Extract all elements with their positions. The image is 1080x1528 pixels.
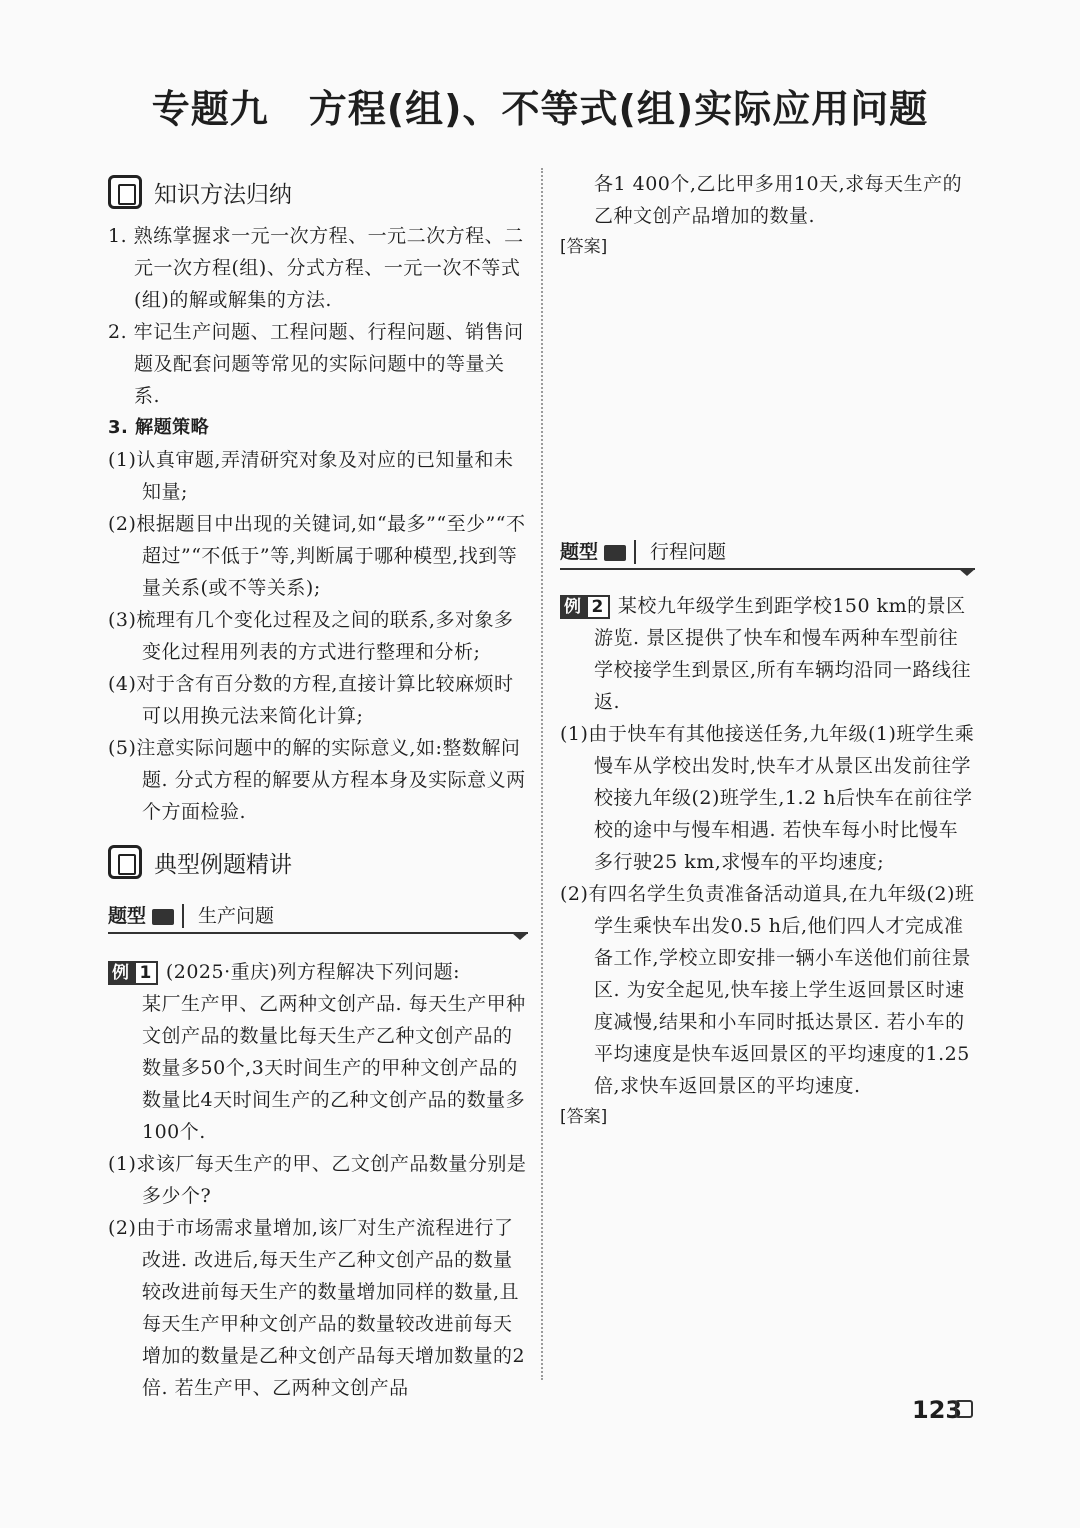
type-name: 生产问题 bbox=[198, 905, 275, 927]
example-1-question-2-continued: 各1 400个,乙比甲多用10天,求每天生产的乙种文创产品增加的数量. bbox=[594, 173, 963, 227]
example-tag: 例 1 bbox=[108, 961, 158, 985]
page-number: 123 bbox=[912, 1396, 963, 1424]
example-2-body: 例 2 某校九年级学生到距学校150 km的景区游览. 景区提供了快车和慢车两种车型前往学校接学生到景区,所有车辆均沿同一路线往返. bbox=[560, 590, 975, 718]
type-label: 题型 bbox=[560, 541, 599, 563]
column-divider bbox=[541, 168, 543, 1380]
book-icon bbox=[108, 175, 142, 209]
type-name: 行程问题 bbox=[650, 541, 727, 563]
answer-label: [答案] bbox=[560, 1107, 608, 1127]
knowledge-item: 3. 解题策略 bbox=[108, 417, 210, 438]
title-subject: 方程(组)、不等式(组)实际应用问题 bbox=[308, 87, 929, 131]
strategy-item: (4)对于含有百分数的方程,直接计算比较麻烦时可以用换元法来简化计算; bbox=[108, 673, 514, 727]
section-knowledge-header bbox=[108, 168, 528, 216]
answer-space bbox=[560, 262, 975, 532]
strategy-item: (2)根据题目中出现的关键词,如“最多”“至少”“不超过”“不低于”等,判断属于哪种模型,找到等量关系(或不等关系); bbox=[108, 513, 526, 599]
knowledge-item: 1. 熟练掌握求一元一次方程、一元二次方程、二元一次方程(组)、分式方程、一元一次不等式(组)的解或解集的方法. bbox=[108, 225, 524, 311]
strategy-item: (3)梳理有几个变化过程及之间的联系,多对象多变化过程用列表的方式进行整理和分析; bbox=[108, 609, 514, 663]
title-topic: 专题九 bbox=[151, 87, 269, 131]
section-title: 知识方法归纳 bbox=[154, 181, 292, 208]
example-2-question-2: (2)有四名学生负责准备活动道具,在九年级(2)班学生乘快车出发0.5 h后,他们四人才完成准备工作,学校立即安排一辆小车送他们前往景区. 为安全起见,快车接上学生返回景区时速度减慢,结果和小车同时抵达景区. 若小车的平均速度是快车返回景区的平均速度的1.25倍,求快车返回景区的平均速度. bbox=[560, 883, 975, 1097]
strategy-item: (1)认真审题,弄清研究对象及对应的已知量和未知量; bbox=[108, 449, 514, 503]
example-1-question-1: (1)求该厂每天生产的甲、乙文创产品数量分别是多少个? bbox=[108, 1153, 527, 1207]
example-tag: 例 2 bbox=[560, 595, 610, 619]
question-type-bar bbox=[560, 532, 975, 570]
page-title bbox=[0, 78, 1080, 133]
left-column bbox=[108, 168, 528, 1404]
book-icon bbox=[108, 845, 142, 879]
example-1-body: 某厂生产甲、乙两种文创产品. 每天生产甲种文创产品的数量比每天生产乙种文创产品的数量多50个,3天时间生产的甲种文创产品的数量比4天时间生产的乙种文创产品的数量多100个. bbox=[142, 993, 526, 1143]
knowledge-item: 2. 牢记生产问题、工程问题、行程问题、销售问题及配套问题等常见的实际问题中的等量关系. bbox=[108, 321, 524, 407]
example-2-question-1: (1)由于快车有其他接送任务,九年级(1)班学生乘慢车从学校出发时,快车才从景区出发前往学校接九年级(2)班学生,1.2 h后快车在前往学校的途中与慢车相遇. 若快车每小时比慢车多行驶25 km,求慢车的平均速度; bbox=[560, 723, 975, 873]
section-examples-header bbox=[108, 838, 528, 886]
example-1-question-2: (2)由于市场需求量增加,该厂对生产流程进行了改进. 改进后,每天生产乙种文创产品的数量较改进前每天生产的数量增加同样的数量,且每天生产甲种文创产品的数量较改进前每天增加的数量是乙种文创产品每天增加数量的2倍. 若生产甲、乙两种文创产品 bbox=[108, 1217, 526, 1399]
type-number-icon bbox=[604, 545, 626, 561]
page-mark-icon bbox=[955, 1400, 973, 1418]
question-type-bar bbox=[108, 896, 528, 934]
section-title: 典型例题精讲 bbox=[154, 851, 292, 878]
type-label: 题型 bbox=[108, 905, 147, 927]
example-1-intro: 例 1 (2025·重庆)列方程解决下列问题: bbox=[108, 956, 528, 988]
strategy-item: (5)注意实际问题中的解的实际意义,如:整数解问题. 分式方程的解要从方程本身及实际意义两个方面检验. bbox=[108, 737, 526, 823]
type-number-icon bbox=[152, 909, 174, 925]
right-column bbox=[560, 168, 975, 1132]
answer-label: [答案] bbox=[560, 237, 608, 257]
